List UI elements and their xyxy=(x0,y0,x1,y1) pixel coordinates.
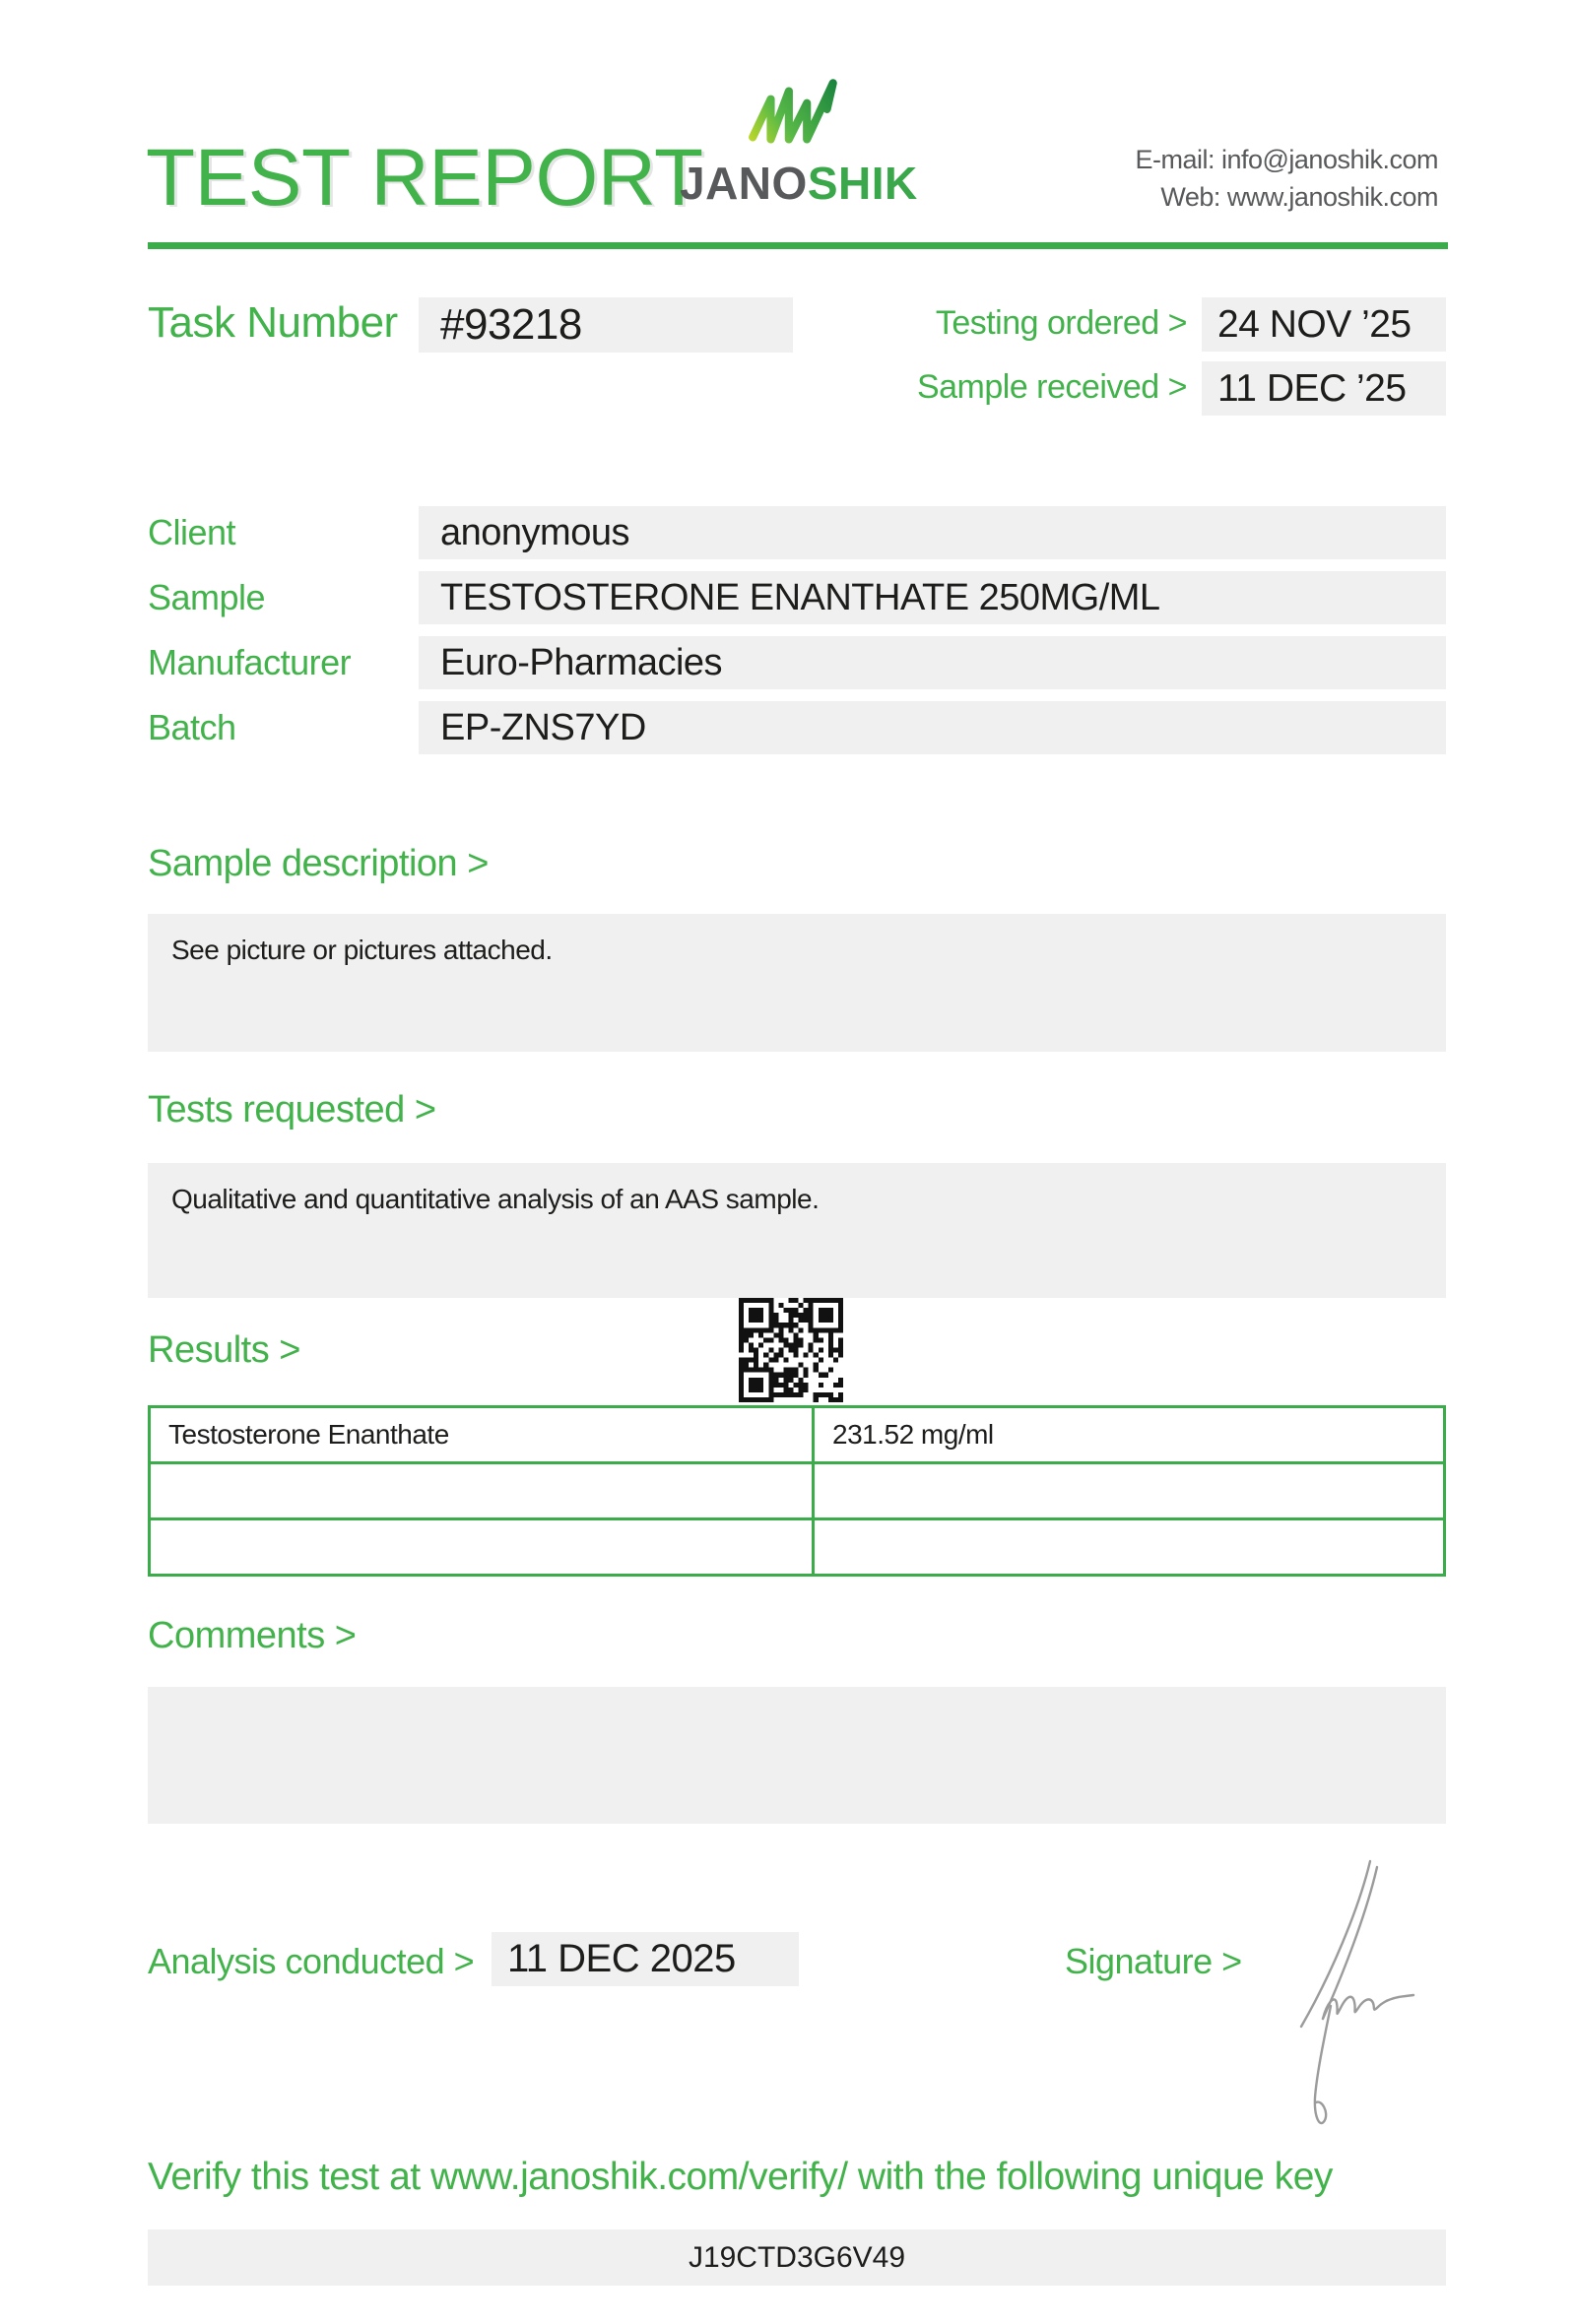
tests-requested-heading: Tests requested > xyxy=(148,1089,436,1130)
sample-description-heading: Sample description > xyxy=(148,843,489,884)
manufacturer-value: Euro-Pharmacies xyxy=(440,642,723,683)
manufacturer-label: Manufacturer xyxy=(148,642,352,682)
batch-label: Batch xyxy=(148,707,236,747)
client-value: anonymous xyxy=(440,512,629,553)
client-label: Client xyxy=(148,512,236,552)
manufacturer-field xyxy=(419,636,1446,689)
table-row xyxy=(150,1463,1445,1519)
logo-wordmark xyxy=(680,158,918,209)
verify-text: Verify this test at www.janoshik.com/verify/ with the following unique key xyxy=(148,2156,1333,2198)
contact-web: Web: www.janoshik.com xyxy=(1160,182,1438,212)
result-analyte-cell xyxy=(150,1519,814,1576)
page-title: TEST REPORT xyxy=(146,133,703,223)
table-row xyxy=(150,1407,1445,1463)
result-value-cell xyxy=(814,1519,1445,1576)
sample-value: TESTOSTERONE ENANTHATE 250MG/ML xyxy=(440,577,1160,618)
signature-label: Signature > xyxy=(1065,1941,1242,1981)
sample-received-field xyxy=(1202,361,1446,416)
tests-requested-text: Qualitative and quantitative analysis of an AAS sample. xyxy=(171,1184,820,1214)
result-analyte-cell xyxy=(150,1463,814,1519)
testing-ordered-field xyxy=(1202,297,1446,352)
qr-code xyxy=(739,1298,843,1402)
tests-requested-box xyxy=(148,1163,1446,1298)
comments-heading: Comments > xyxy=(148,1615,357,1656)
trend-chart-icon xyxy=(745,79,849,152)
verify-key-box xyxy=(148,2229,1446,2286)
task-number-value: #93218 xyxy=(440,300,582,349)
comments-box xyxy=(148,1687,1446,1824)
result-value-cell xyxy=(814,1463,1445,1519)
analysis-date-value: 11 DEC 2025 xyxy=(507,1937,736,1980)
table-row xyxy=(150,1519,1445,1576)
batch-field xyxy=(419,701,1446,754)
task-number-field xyxy=(419,297,793,353)
testing-ordered-value: 24 NOV ’25 xyxy=(1217,303,1412,346)
results-table xyxy=(148,1405,1446,1577)
logo-word-green: SHIK xyxy=(807,158,918,209)
verify-key-value: J19CTD3G6V49 xyxy=(688,2241,906,2274)
result-value-cell: 231.52 mg/ml xyxy=(814,1407,1445,1463)
result-analyte-cell: Testosterone Enanthate xyxy=(150,1407,814,1463)
contact-email: E-mail: info@janoshik.com xyxy=(1135,145,1438,174)
header-divider xyxy=(148,242,1448,249)
contact-block xyxy=(1135,141,1438,216)
analysis-date-field xyxy=(492,1932,799,1986)
batch-value: EP-ZNS7YD xyxy=(440,707,646,748)
sample-received-label: Sample received > xyxy=(916,368,1187,406)
client-field xyxy=(419,506,1446,559)
sample-description-box xyxy=(148,914,1446,1052)
logo-word-dark: JANO xyxy=(680,158,808,209)
signature xyxy=(1276,1853,1433,2139)
task-number-label: Task Number xyxy=(148,298,398,347)
analysis-conducted-label: Analysis conducted > xyxy=(148,1941,475,1981)
sample-received-value: 11 DEC ’25 xyxy=(1217,367,1407,410)
sample-label: Sample xyxy=(148,577,266,617)
testing-ordered-label: Testing ordered > xyxy=(935,304,1187,342)
sample-field xyxy=(419,571,1446,624)
sample-description-text: See picture or pictures attached. xyxy=(171,935,553,965)
results-heading: Results > xyxy=(148,1329,300,1371)
